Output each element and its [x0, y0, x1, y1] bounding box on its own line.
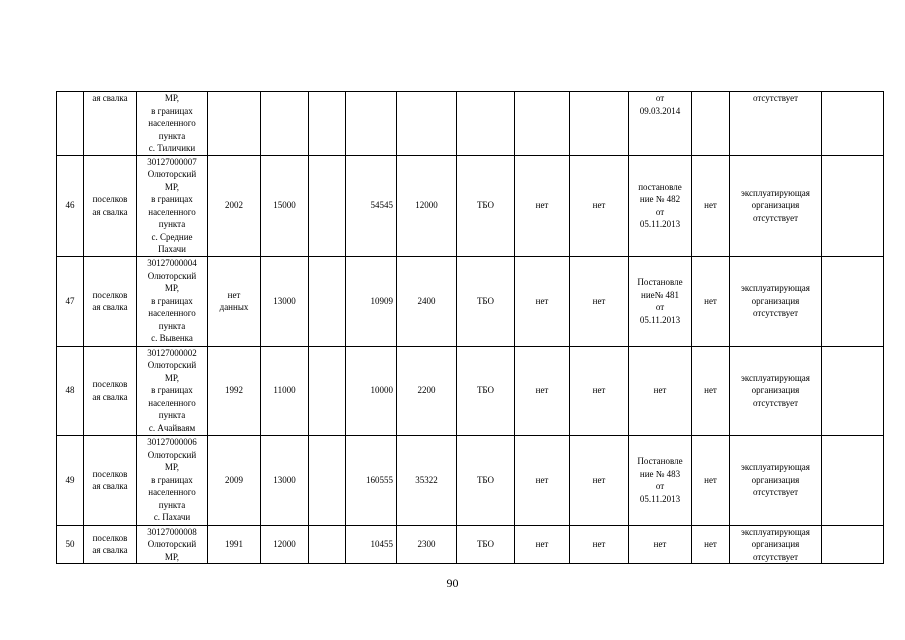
flag-cell: нет — [570, 346, 629, 435]
capacity-cell: 35322 — [397, 435, 457, 525]
table-row — [57, 435, 884, 525]
blank-cell — [822, 155, 884, 256]
table-row — [57, 346, 884, 435]
flag-cell: нет — [515, 435, 570, 525]
blank-cell — [309, 92, 346, 156]
blank-cell — [309, 435, 346, 525]
waste-type-cell — [457, 92, 515, 156]
flag-cell — [515, 92, 570, 156]
blank-cell — [309, 155, 346, 256]
facility-type-cell: поселков ая свалка — [84, 155, 137, 256]
commission-year-cell: 1991 — [208, 525, 261, 564]
area-cell: 12000 — [261, 525, 309, 564]
blank-cell — [309, 525, 346, 564]
flag-cell: нет — [692, 155, 730, 256]
operator-cell: эксплуатирующая организация отсутствует — [730, 256, 822, 346]
blank-cell — [309, 346, 346, 435]
flag-cell: нет — [692, 525, 730, 564]
volume-cell: 160555 — [346, 435, 397, 525]
waste-type-cell: ТБО — [457, 155, 515, 256]
permit-document-cell: нет — [629, 525, 692, 564]
page-number: 90 — [446, 576, 459, 590]
location-cell: МР, в границах населенного пункта с. Тиличики — [137, 92, 208, 156]
facility-type-cell: поселков ая свалка — [84, 435, 137, 525]
flag-cell: нет — [515, 155, 570, 256]
facility-type-cell: поселков ая свалка — [84, 346, 137, 435]
capacity-cell: 2300 — [397, 525, 457, 564]
area-cell — [261, 92, 309, 156]
table-row — [57, 525, 884, 564]
waste-type-cell: ТБО — [457, 256, 515, 346]
flag-cell: нет — [570, 256, 629, 346]
permit-document-cell: Постановле ние№ 481 от 05.11.2013 — [629, 256, 692, 346]
permit-document-cell: постановле ние № 482 от 05.11.2013 — [629, 155, 692, 256]
flag-cell: нет — [515, 256, 570, 346]
table-row — [57, 92, 884, 156]
facility-type-cell: поселков ая свалка — [84, 256, 137, 346]
location-cell: 30127000004 Олюторский МР, в границах населенного пункта с. Вывенка — [137, 256, 208, 346]
operator-cell: эксплуатирующая организация отсутствует — [730, 435, 822, 525]
blank-cell — [822, 346, 884, 435]
flag-cell: нет — [515, 525, 570, 564]
row-number-cell — [57, 92, 84, 156]
flag-cell: нет — [570, 525, 629, 564]
volume-cell: 10455 — [346, 525, 397, 564]
location-cell: 30127000008 Олюторский МР, — [137, 525, 208, 564]
blank-cell — [822, 435, 884, 525]
area-cell: 11000 — [261, 346, 309, 435]
row-number-cell: 50 — [57, 525, 84, 564]
blank-cell — [822, 525, 884, 564]
area-cell: 15000 — [261, 155, 309, 256]
flag-cell: нет — [515, 346, 570, 435]
location-cell: 30127000007 Олюторский МР, в границах населенного пункта с. Средние Пахачи — [137, 155, 208, 256]
blank-cell — [822, 256, 884, 346]
row-number-cell: 47 — [57, 256, 84, 346]
blank-cell — [822, 92, 884, 156]
commission-year-cell: 2002 — [208, 155, 261, 256]
waste-type-cell: ТБО — [457, 525, 515, 564]
operator-cell: отсутствует — [730, 92, 822, 156]
flag-cell: нет — [570, 435, 629, 525]
flag-cell: нет — [692, 346, 730, 435]
waste-type-cell: ТБО — [457, 435, 515, 525]
capacity-cell: 2400 — [397, 256, 457, 346]
volume-cell: 10909 — [346, 256, 397, 346]
permit-document-cell: от 09.03.2014 — [629, 92, 692, 156]
flag-cell — [692, 92, 730, 156]
commission-year-cell: 1992 — [208, 346, 261, 435]
commission-year-cell: нет данных — [208, 256, 261, 346]
blank-cell — [309, 256, 346, 346]
facility-type-cell: поселков ая свалка — [84, 525, 137, 564]
permit-document-cell: Постановле ние № 483 от 05.11.2013 — [629, 435, 692, 525]
volume-cell: 10000 — [346, 346, 397, 435]
operator-cell: эксплуатирующая организация отсутствует — [730, 346, 822, 435]
flag-cell: нет — [692, 435, 730, 525]
flag-cell: нет — [692, 256, 730, 346]
flag-cell — [570, 92, 629, 156]
table-row — [57, 155, 884, 256]
location-cell: 30127000002 Олюторский МР, в границах населенного пункта с. Ачайваям — [137, 346, 208, 435]
capacity-cell: 12000 — [397, 155, 457, 256]
area-cell: 13000 — [261, 256, 309, 346]
area-cell: 13000 — [261, 435, 309, 525]
commission-year-cell — [208, 92, 261, 156]
volume-cell — [346, 92, 397, 156]
location-cell: 30127000006 Олюторский МР, в границах населенного пункта с. Пахачи — [137, 435, 208, 525]
commission-year-cell: 2009 — [208, 435, 261, 525]
capacity-cell — [397, 92, 457, 156]
row-number-cell: 46 — [57, 155, 84, 256]
volume-cell: 54545 — [346, 155, 397, 256]
flag-cell: нет — [570, 155, 629, 256]
operator-cell: эксплуатирующая организация отсутствует — [730, 155, 822, 256]
permit-document-cell: нет — [629, 346, 692, 435]
capacity-cell: 2200 — [397, 346, 457, 435]
row-number-cell: 48 — [57, 346, 84, 435]
facility-type-cell: ая свалка — [84, 92, 137, 156]
table-row — [57, 256, 884, 346]
row-number-cell: 49 — [57, 435, 84, 525]
waste-type-cell: ТБО — [457, 346, 515, 435]
operator-cell: эксплуатирующая организация отсутствует — [730, 525, 822, 564]
landfill-registry-table — [56, 91, 884, 564]
